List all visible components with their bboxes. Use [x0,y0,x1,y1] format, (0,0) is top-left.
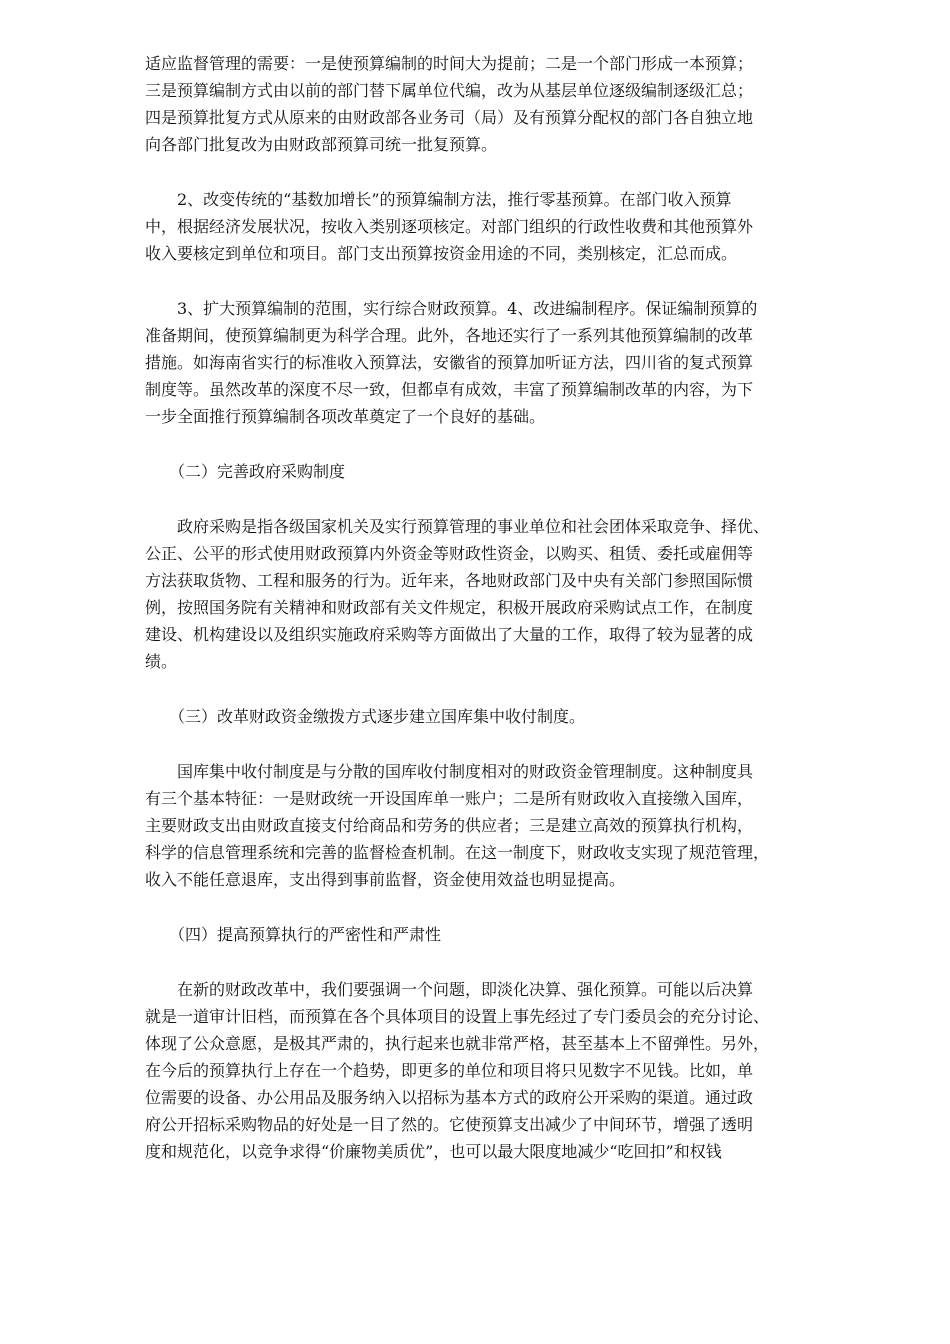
paragraph-gap [145,893,845,921]
text-line: 中，根据经济发展状况，按收入类别逐项核定。对部门组织的行政性收费和其他预算外 [145,217,754,236]
text-line: 一步全面推行预算编制各项改革奠定了一个良好的基础。 [145,407,546,426]
paragraph [145,186,845,267]
text-line: 准备期间，使预算编制更为科学合理。此外，各地还实行了一系列其他预算编制的改革 [145,326,754,345]
paragraph-gap [145,430,845,458]
text-line: 例，按照国务院有关精神和财政部有关文件规定，积极开展政府采购试点工作，在制度 [145,598,754,617]
text-line: 三是预算编制方式由以前的部门替下属单位代编，改为从基层单位逐级编制逐级汇总； [145,81,754,100]
text-line: （二）完善政府采购制度 [145,462,346,481]
text-line: 位需要的设备、办公用品及服务纳入以招标为基本方式的政府公开采购的渠道。通过政 [145,1088,754,1107]
text-line: 绩。 [145,652,178,671]
text-line: 四是预算批复方式从原来的由财政部各业务司（局）及有预算分配权的部门各自独立地 [145,108,754,127]
text-line: 适应监督管理的需要：一是使预算编制的时间大为提前；二是一个部门形成一本预算； [145,54,754,73]
paragraph-gap [145,730,845,758]
document-body [145,50,845,1165]
paragraph-gap [145,675,845,703]
section-heading [145,458,845,485]
text-line: 有三个基本特征：一是财政统一开设国库单一账户；二是所有财政收入直接缴入国库， [145,789,754,808]
text-line: 3、扩大预算编制的范围，实行综合财政预算。4、改进编制程序。保证编制预算的 [145,299,758,318]
text-line: 政府采购是指各级国家机关及实行预算管理的事业单位和社会团体采取竞争、择优、 [145,517,770,536]
text-line: 府公开招标采购物品的好处是一目了然的。它使预算支出减少了中间环节，增强了透明 [145,1115,754,1134]
paragraph-gap [145,485,845,513]
text-line: 措施。如海南省实行的标准收入预算法，安徽省的预算加听证方法，四川省的复式预算 [145,353,754,372]
text-line: 在新的财政改革中，我们要强调一个问题，即淡化决算、强化预算。可能以后决算 [145,980,754,999]
text-line: 建设、机构建设以及组织实施政府采购等方面做出了大量的工作，取得了较为显著的成 [145,625,754,644]
text-line: 科学的信息管理系统和完善的监督检查机制。在这一制度下，财政收支实现了规范管理， [145,843,770,862]
text-line: 主要财政支出由财政直接支付给商品和劳务的供应者；三是建立高效的预算执行机构， [145,816,754,835]
text-line: （三）改革财政资金缴拨方式逐步建立国库集中收付制度。 [145,707,586,726]
text-line: （四）提高预算执行的严密性和严肃性 [145,925,442,944]
section-heading [145,703,845,730]
section-heading [145,921,845,948]
paragraph [145,758,845,893]
text-line: 方法获取货物、工程和服务的行为。近年来，各地财政部门及中央有关部门参照国际惯 [145,571,754,590]
paragraph [145,50,845,158]
text-line: 制度等。虽然改革的深度不尽一致，但都卓有成效，丰富了预算编制改革的内容，为下 [145,380,754,399]
text-line: 体现了公众意愿，是极其严肃的，执行起来也就非常严格，甚至基本上不留弹性。另外， [145,1034,770,1053]
text-line: 度和规范化，以竞争求得“价廉物美质优”，也可以最大限度地减少“吃回扣”和权钱 [145,1142,722,1161]
paragraph-gap [145,948,845,976]
paragraph-gap [145,158,845,186]
text-line: 向各部门批复改为由财政部预算司统一批复预算。 [145,135,498,154]
text-line: 收入不能任意退库，支出得到事前监督，资金使用效益也明显提高。 [145,870,626,889]
text-line: 在今后的预算执行上存在一个趋势，即更多的单位和项目将只见数字不见钱。比如，单 [145,1061,754,1080]
paragraph-gap [145,267,845,295]
paragraph [145,976,845,1165]
text-line: 国库集中收付制度是与分散的国库收付制度相对的财政资金管理制度。这种制度具 [145,762,754,781]
text-line: 收入要核定到单位和项目。部门支出预算按资金用途的不同，类别核定，汇总而成。 [145,244,738,263]
text-line: 就是一道审计旧档，而预算在各个具体项目的设置上事先经过了专门委员会的充分讨论、 [145,1007,770,1026]
paragraph [145,295,845,430]
paragraph [145,513,845,675]
text-line: 2、改变传统的“基数加增长”的预算编制方法，推行零基预算。在部门收入预算 [145,190,732,209]
text-line: 公正、公平的形式使用财政预算内外资金等财政性资金，以购买、租赁、委托或雇佣等 [145,544,754,563]
